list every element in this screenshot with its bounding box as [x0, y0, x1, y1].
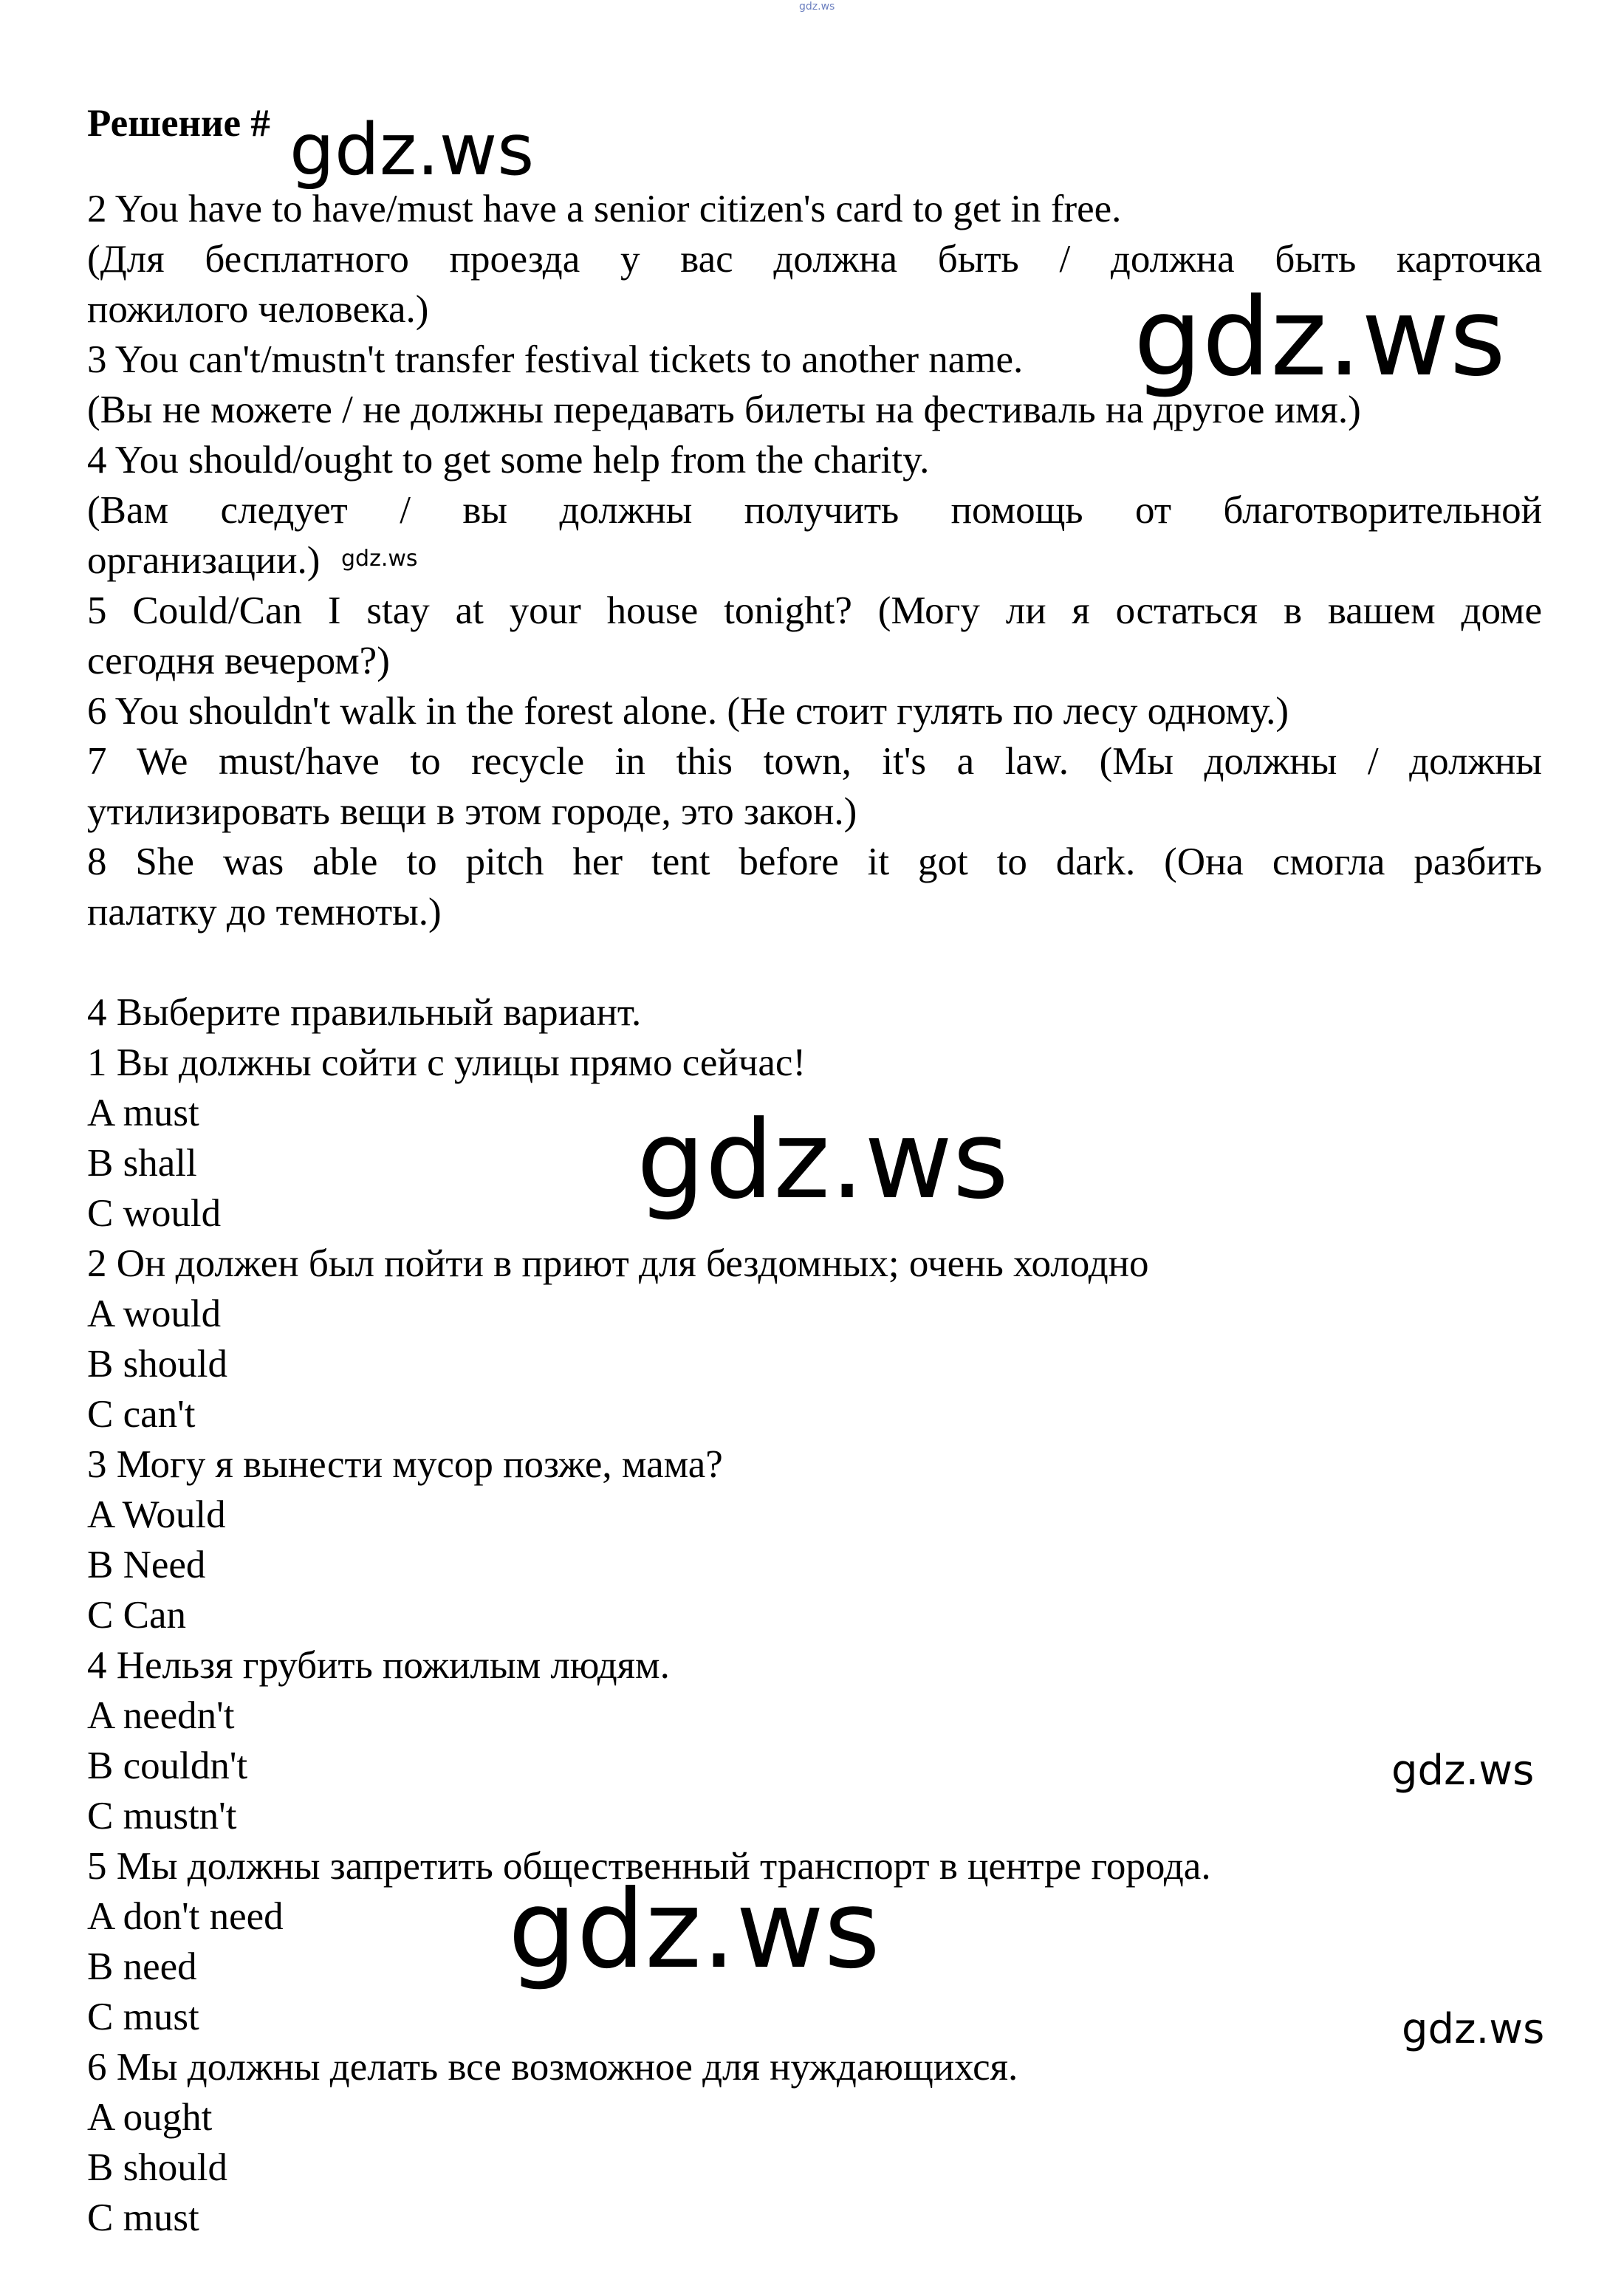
solution-line: пожилого человека.)	[87, 288, 429, 331]
question-prompt: 1 Вы должны сойти с улицы прямо сейчас!	[87, 1041, 806, 1084]
solution-line: (Вы не можете / не должны передавать билеты на фестиваль на другое имя.)	[87, 388, 1361, 431]
solution-line: утилизировать вещи в этом городе, это закон.)	[87, 790, 857, 833]
question-prompt: 6 Мы должны делать все возможное для нуждающихся.	[87, 2046, 1018, 2089]
solution-line: 8 She was able to pitch her tent before it got to dark. (Она смогла разбить	[87, 840, 1542, 883]
page-title: Решение #	[87, 102, 270, 145]
answer-option: A ought	[87, 2096, 213, 2139]
question-prompt: 5 Мы должны запретить общественный транспорт в центре города.	[87, 1845, 1211, 1888]
answer-option: B should	[87, 1343, 227, 1386]
answer-option: A must	[87, 1092, 199, 1134]
question-prompt: 2 Он должен был пойти в приют для бездомных; очень холодно	[87, 1242, 1149, 1285]
watermark: gdz.ws	[289, 109, 535, 191]
watermark: gdz.ws	[508, 1867, 880, 1993]
answer-option: C Can	[87, 1594, 186, 1637]
answer-option: C must	[87, 2196, 199, 2239]
watermark: gdz.ws	[637, 1097, 1009, 1223]
solution-line: палатку до темноты.)	[87, 891, 442, 934]
watermark: gdz.ws	[1391, 1747, 1535, 1795]
exercise-heading: 4 Выберите правильный вариант.	[87, 991, 642, 1034]
question-prompt: 3 Могу я вынести мусор позже, мама?	[87, 1443, 723, 1486]
answer-option: A don't need	[87, 1895, 284, 1938]
question-prompt: 4 Нельзя грубить пожилым людям.	[87, 1644, 670, 1687]
solution-line: сегодня вечером?)	[87, 640, 390, 682]
solution-line: 3 You can't/mustn't transfer festival tickets to another name.	[87, 338, 1024, 381]
answer-option: C would	[87, 1192, 222, 1235]
watermark: gdz.ws	[1402, 2005, 1545, 2053]
solution-line: организации.)	[87, 539, 321, 582]
answer-option: C mustn't	[87, 1795, 237, 1837]
watermark: gdz.ws	[1134, 275, 1506, 400]
solution-line: 6 You shouldn't walk in the forest alone. (Не стоит гулять по лесу одному.)	[87, 690, 1289, 733]
answer-option: C must	[87, 1996, 199, 2038]
answer-option: B shall	[87, 1142, 197, 1185]
solution-line: (Вам следует / вы должны получить помощь от благотворительной	[87, 489, 1542, 532]
answer-option: B couldn't	[87, 1744, 248, 1787]
solution-line: 7 We must/have to recycle in this town, it's a law. (Мы должны / должны	[87, 740, 1542, 783]
solution-line: 5 Could/Can I stay at your house tonight? (Могу ли я остаться в вашем доме	[87, 589, 1542, 632]
answer-option: B should	[87, 2146, 227, 2189]
answer-option: B Need	[87, 1544, 206, 1586]
solution-line: 4 You should/ought to get some help from the charity.	[87, 439, 930, 482]
solution-line: 2 You have to have/must have a senior citizen's card to get in free.	[87, 188, 1122, 230]
answer-option: A needn't	[87, 1694, 235, 1737]
header-watermark: gdz.ws	[799, 1, 835, 13]
answer-option: C can't	[87, 1393, 196, 1436]
answer-option: A would	[87, 1292, 222, 1335]
answer-option: B need	[87, 1945, 197, 1988]
solution-line: (Для бесплатного проезда у вас должна быть / должна быть карточка	[87, 238, 1542, 281]
watermark: gdz.ws	[341, 546, 418, 572]
answer-option: A Would	[87, 1493, 226, 1536]
